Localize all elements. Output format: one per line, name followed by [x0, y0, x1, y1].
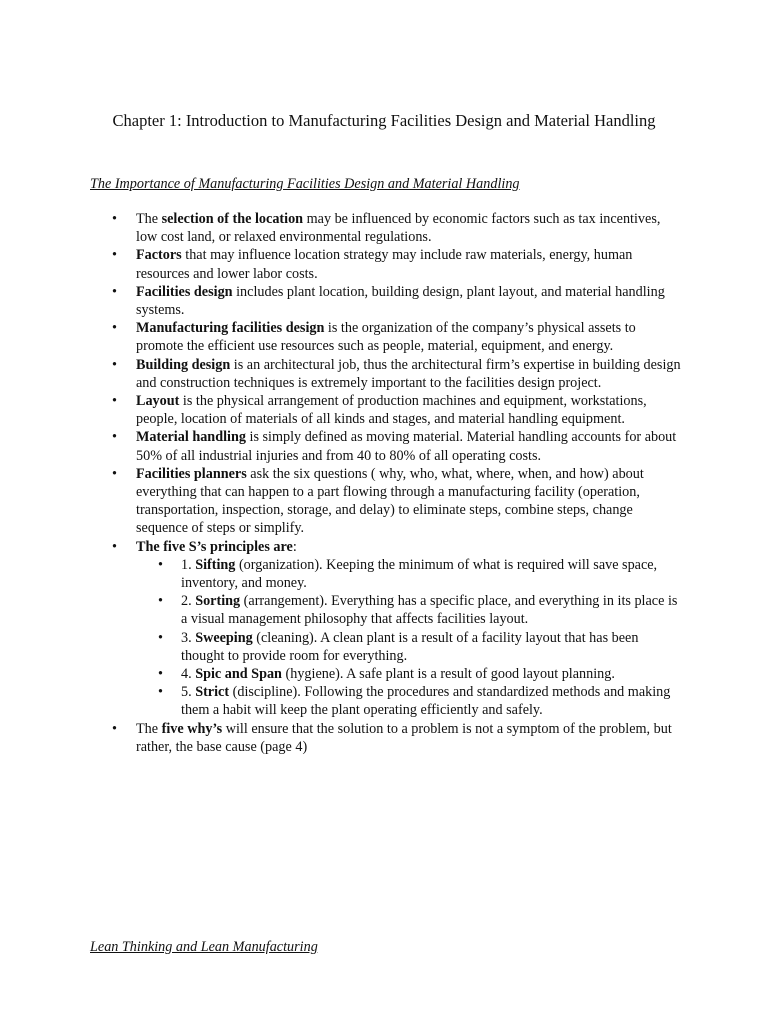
- section-heading-lean: Lean Thinking and Lean Manufacturing: [90, 939, 318, 955]
- list-item: • The five why’s will ensure that the solution to a problem is not a symptom of the problem, but rather, the base cause (page 4): [112, 720, 672, 755]
- list-item: • Layout is the physical arrangement of production machines and equipment, workstations, people, location of materials of all kinds and stages, and material handling equipment.: [112, 393, 647, 428]
- bullet-glyph: •: [112, 247, 117, 264]
- bullet-glyph: •: [112, 720, 117, 737]
- section-heading-importance: The Importance of Manufacturing Facilities Design and Material Handling: [90, 176, 520, 192]
- list-item: • Building design is an architectural job, thus the architectural firm’s expertise in building design and construction techniques is extremely important to the facilities design project.: [112, 356, 681, 391]
- bullet-glyph: •: [112, 320, 117, 337]
- bullet-glyph: •: [158, 593, 163, 610]
- bullet-list: [112, 210, 682, 756]
- bullet-glyph: •: [158, 629, 163, 646]
- bold-term: Material handling: [136, 429, 246, 446]
- list-item: • Factors that may influence location strategy may include raw materials, energy, human resources and lower labor costs.: [112, 247, 633, 282]
- bold-term: Strict: [195, 684, 230, 701]
- bold-term: Layout: [136, 393, 180, 410]
- list-item: • Material handling is simply defined as moving material. Material handling accounts for about 50% of all industrial injuries and from 40 to 80% of all operating costs.: [112, 429, 677, 464]
- five-s-sublist: [158, 556, 682, 720]
- bullet-glyph: •: [158, 666, 163, 683]
- list-item: • The selection of the location may be influenced by economic factors such as tax incentives, low cost land, or relaxed environmental regulations.: [112, 211, 661, 246]
- bold-term: Sorting: [195, 593, 241, 610]
- bold-term: Sweeping: [195, 629, 253, 646]
- list-item-five-s: • The five S’s principles are: • 1. Sifting (organization). Keeping the minimum of what is required will save space, inventory, and money. • 2. Sorting (arrangement). Everything has a specific place, and everything in its place is a visual management philosophy that affects facilities layout. • 3. Sweeping (cleaning). A clean plant is a result of a facility layout that has been thought to provide room for everything. • 4. Spic and Span (hygiene). A safe plant is a result of good layout planning. • 5. Strict (discipline). Following the procedures and standardized methods and making them a habit will keep the plant operating efficiently and safely.: [112, 538, 682, 720]
- bullet-glyph: •: [112, 356, 117, 373]
- chapter-title: Chapter 1: Introduction to Manufacturing Facilities Design and Material Handling: [112, 111, 656, 130]
- bold-term: Building design: [136, 356, 231, 373]
- bold-term: Spic and Span: [195, 666, 282, 683]
- bullet-glyph: •: [112, 429, 117, 446]
- bullet-glyph: •: [158, 556, 163, 573]
- bold-term: The five S’s principles are: [136, 538, 293, 555]
- bold-term: selection of the location: [161, 211, 304, 227]
- bullet-glyph: •: [112, 211, 117, 227]
- list-item: • Manufacturing facilities design is the organization of the company’s physical assets to promote the efficient use resources such as people, material, equipment, and energy.: [112, 320, 636, 355]
- bullet-glyph: •: [112, 538, 117, 555]
- bold-term: Sifting: [195, 556, 236, 573]
- bold-term: Facilities design: [136, 283, 233, 300]
- bold-term: Facilities planners: [136, 465, 247, 482]
- bold-term: five why’s: [161, 720, 223, 737]
- list-item: • Facilities planners ask the six questions ( why, who, what, where, when, and how) about everything that can happen to a part flowing through a manufacturing facility (operation, transportation, inspection, storage, and delay) to eliminate steps, combine steps, change sequence of steps or simplify.: [112, 465, 644, 537]
- bullet-glyph: •: [112, 283, 117, 300]
- bold-term: Manufacturing facilities design: [136, 320, 325, 337]
- bullet-glyph: •: [112, 393, 117, 410]
- bold-term: Factors: [136, 247, 182, 264]
- sub-list-item: • 3. Sweeping (cleaning). A clean plant is a result of a facility layout that has been thought to provide room for everything.: [158, 629, 639, 664]
- bullet-glyph: •: [112, 465, 117, 482]
- bullet-glyph: •: [158, 684, 163, 701]
- sub-list-item: • 4. Spic and Span (hygiene). A safe plant is a result of good layout planning.: [158, 666, 615, 683]
- sub-list-item: • 1. Sifting (organization). Keeping the minimum of what is required will save space, inventory, and money.: [158, 556, 658, 592]
- list-item: • Facilities design includes plant location, building design, plant layout, and material handling systems.: [112, 283, 665, 319]
- sub-list-item: • 5. Strict (discipline). Following the procedures and standardized methods and making them a habit will keep the plant operating efficiently and safely.: [158, 684, 671, 719]
- sub-list-item: • 2. Sorting (arrangement). Everything has a specific place, and everything in its place is a visual management philosophy that affects facilities layout.: [158, 593, 678, 628]
